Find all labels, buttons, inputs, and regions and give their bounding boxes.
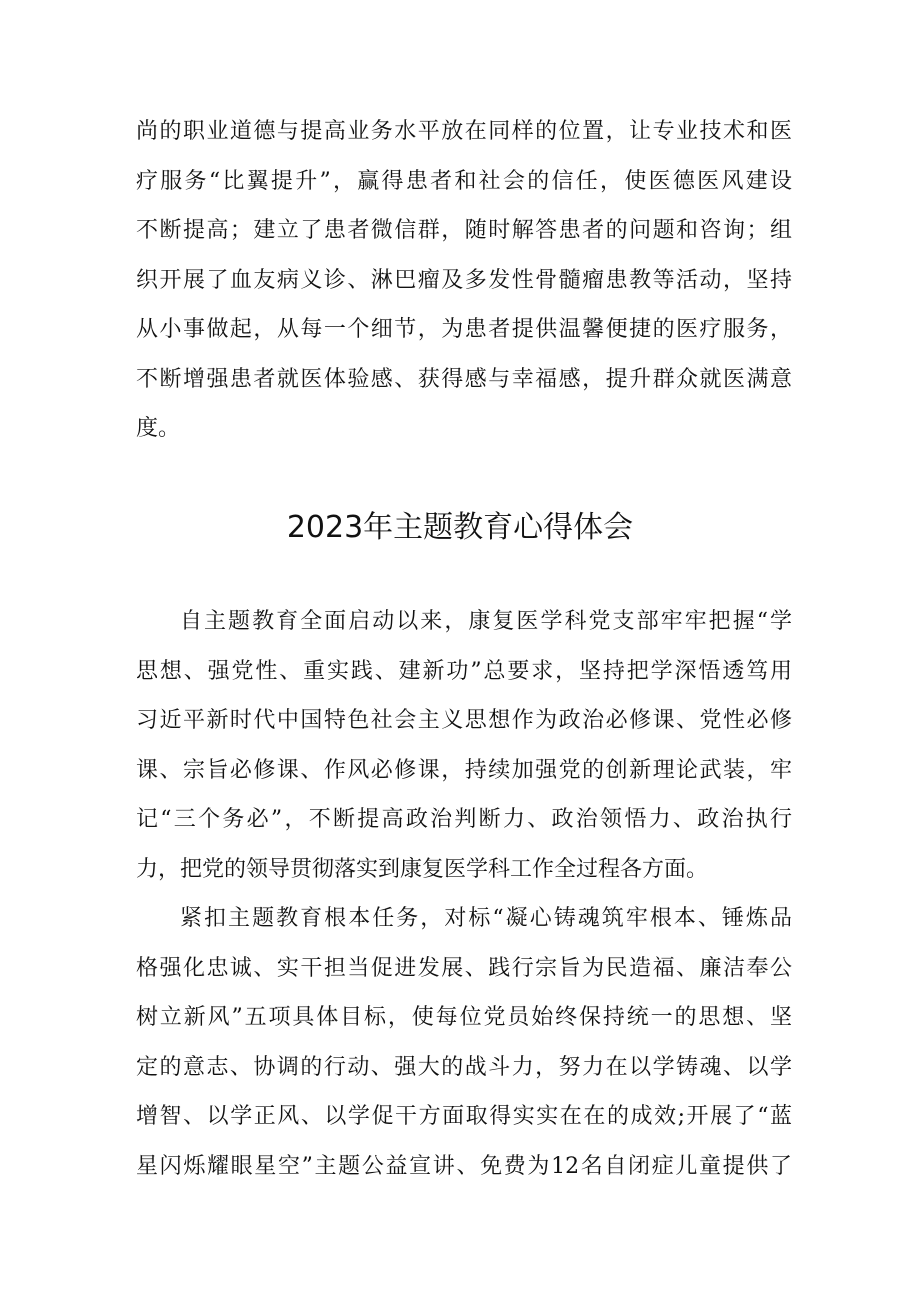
text-line: 课、宗旨必修课、作风必修课，持续加强党的创新理论武装，牢 (136, 758, 792, 783)
text-line: 不断增强患者就医体验感、获得感与幸福感，提升群众就医满意 (136, 367, 792, 392)
text-line: 定的意志、协调的行动、强大的战斗力，努力在以学铸魂、以学 (136, 1055, 792, 1080)
text-line: 习近平新时代中国特色社会主义思想作为政治必修课、党性必修 (136, 708, 792, 733)
text-line: 树立新风”五项具体目标，使每位党员始终保持统一的思想、坚 (136, 1005, 792, 1030)
document-title: 2023年主题教育心得体会 (286, 510, 634, 545)
text-line: 紧扣主题教育根本任务，对标“凝心铸魂筑牢根本、锤炼品 (180, 906, 792, 931)
text-line: 记“三个务必”，不断提高政治判断力、政治领悟力、政治执行 (136, 807, 792, 832)
text-line: 织开展了血友病义诊、淋巴瘤及多发性骨髓瘤患教等活动，坚持 (136, 268, 792, 293)
text-line: 格强化忠诚、实干担当促进发展、践行宗旨为民造福、廉洁奉公 (136, 956, 792, 981)
text-line: 增智、以学正风、以学促干方面取得实实在在的成效;开展了“蓝 (136, 1104, 792, 1129)
text-line: 星闪烁耀眼星空”主题公益宣讲、免费为12名自闭症儿童提供了 (136, 1154, 792, 1179)
text-line: 尚的职业道德与提高业务水平放在同样的位置，让专业技术和医 (136, 119, 792, 144)
text-line: 度。 (136, 416, 181, 441)
text-line: 不断提高；建立了患者微信群，随时解答患者的问题和咨询；组 (136, 218, 792, 243)
text-line: 力，把党的领导贯彻落实到康复医学科工作全过程各方面。 (136, 857, 709, 882)
text-line: 自主题教育全面启动以来，康复医学科党支部牢牢把握“学 (180, 609, 792, 634)
text-line: 疗服务“比翼提升”，赢得患者和社会的信任，使医德医风建设 (136, 169, 792, 194)
text-line: 从小事做起，从每一个细节，为患者提供温馨便捷的医疗服务， (136, 317, 792, 342)
text-line: 思想、强党性、重实践、建新功”总要求，坚持把学深悟透笃用 (136, 659, 792, 684)
